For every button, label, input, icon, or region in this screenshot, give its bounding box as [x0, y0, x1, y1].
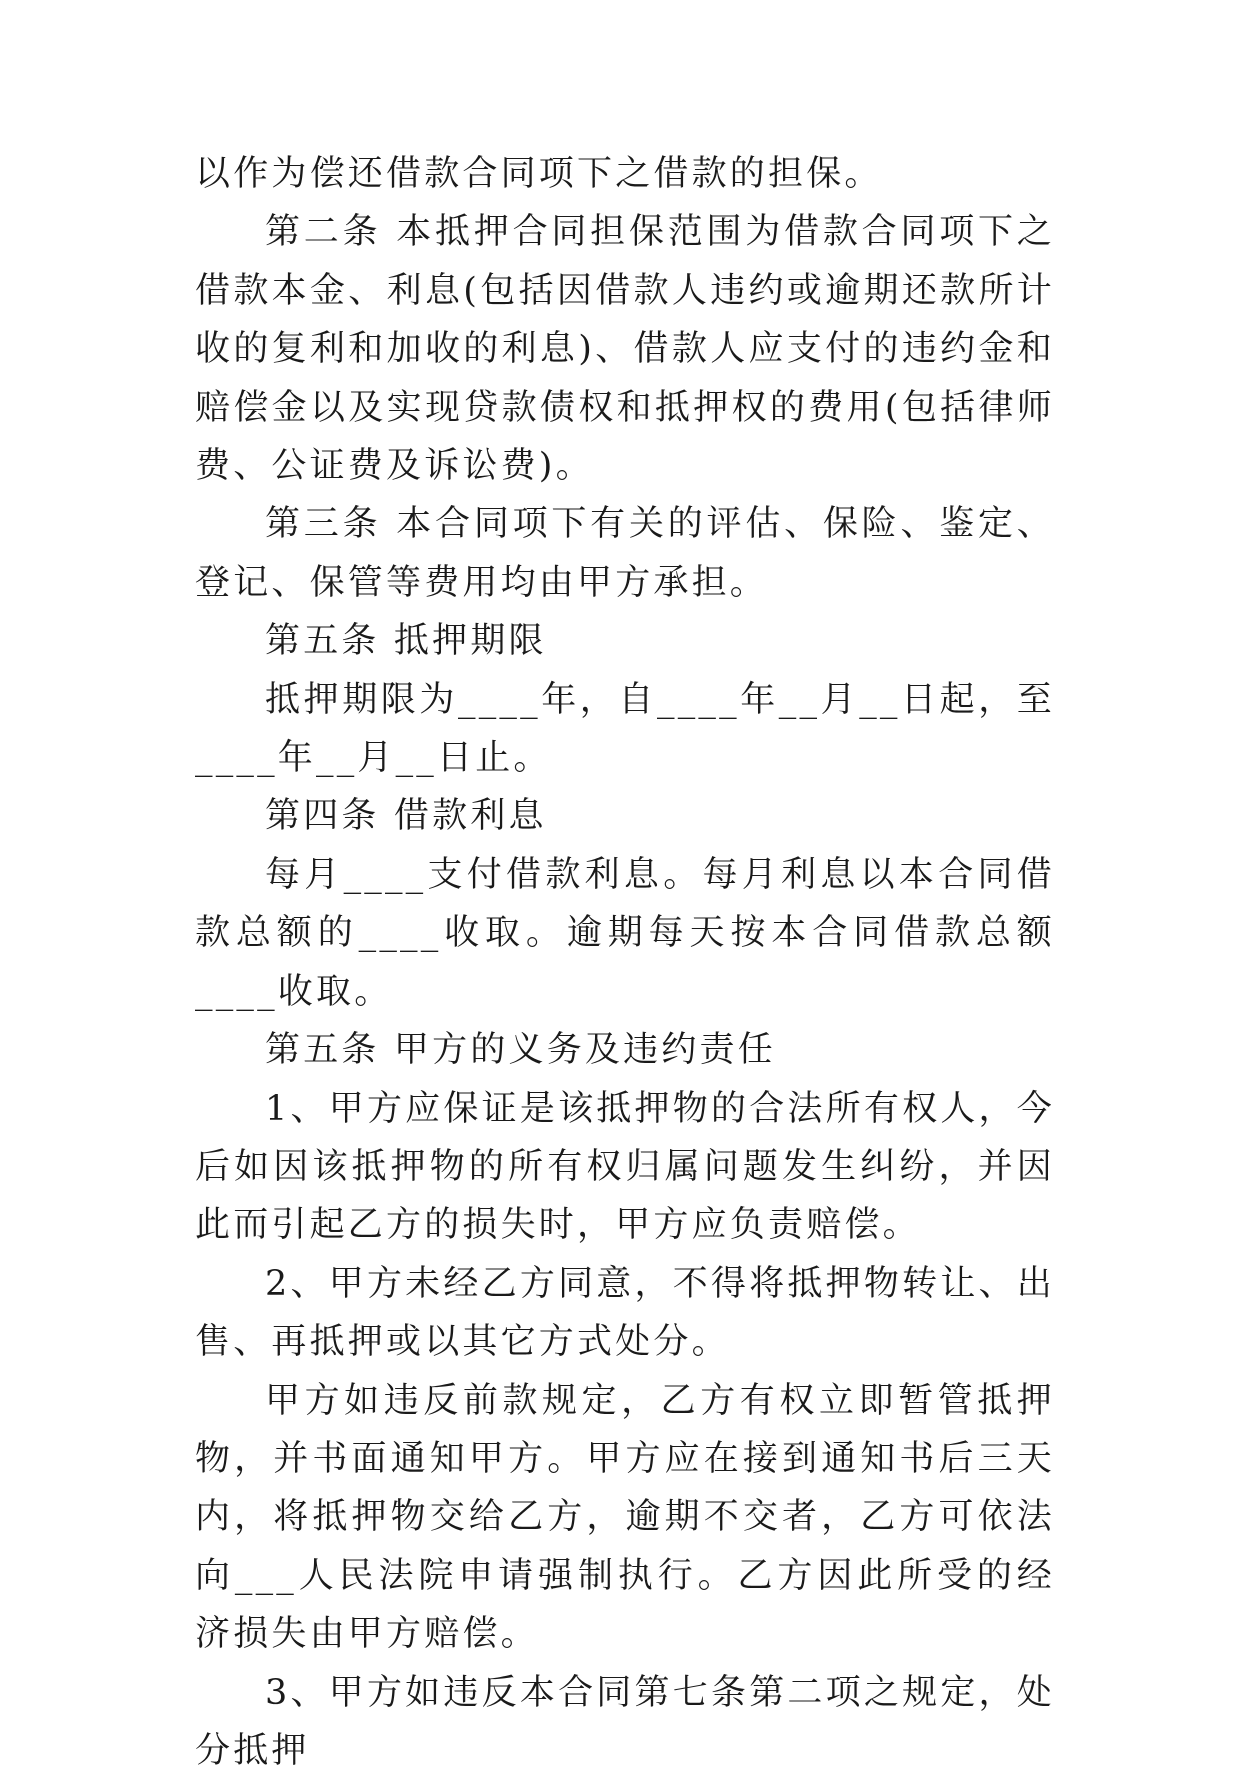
paragraph-article-2-scope: 第二条 本抵押合同担保范围为借款合同项下之借款本金、利息(包括因借款人违约或逾期还款所计收的复利和加收的利息)、借款人应支付的违约金和赔偿金以及实现贷款债权和抵押权的费用(包括律师费、公证费及诉讼费)。: [195, 212, 1055, 487]
paragraph-guarantee-purpose: 以作为偿还借款合同项下之借款的担保。: [195, 154, 883, 194]
heading-article-4-interest: 第四条 借款利息: [265, 796, 547, 837]
paragraph-interest-terms: 每月____支付借款利息。每月利息以本合同借款总额的____收取。逾期每天按本合同借款总额____收取。: [195, 854, 1055, 1012]
document-page: [195, 145, 1055, 1780]
paragraph-article-3-fees: 第三条 本合同项下有关的评估、保险、鉴定、登记、保管等费用均由甲方承担。: [195, 504, 1055, 603]
paragraph-mortgage-term: 抵押期限为____年，自____年__月__日起，至____年__月__日止。: [195, 679, 1055, 779]
heading-article-5-obligations: 第五条 甲方的义务及违约责任: [265, 1030, 776, 1071]
paragraph-obligation-2: 2、甲方未经乙方同意，不得将抵押物转让、出售、再抵押或以其它方式处分。: [195, 1263, 1055, 1363]
paragraph-obligation-1: 1、甲方应保证是该抵押物的合法所有权人，今后如因该抵押物的所有权归属问题发生纠纷，并因此而引起乙方的损失时，甲方应负责赔偿。: [195, 1088, 1055, 1246]
heading-article-5-term: 第五条 抵押期限: [265, 621, 547, 662]
paragraph-breach-consequence: 甲方如违反前款规定，乙方有权立即暂管抵押物，并书面通知甲方。甲方应在接到通知书后三天内，将抵押物交给乙方，逾期不交者，乙方可依法向___人民法院申请强制执行。乙方因此所受的经济损失由甲方赔偿。: [195, 1380, 1055, 1655]
paragraph-obligation-3: 3、甲方如违反本合同第七条第二项之规定，处分抵押: [195, 1672, 1055, 1771]
